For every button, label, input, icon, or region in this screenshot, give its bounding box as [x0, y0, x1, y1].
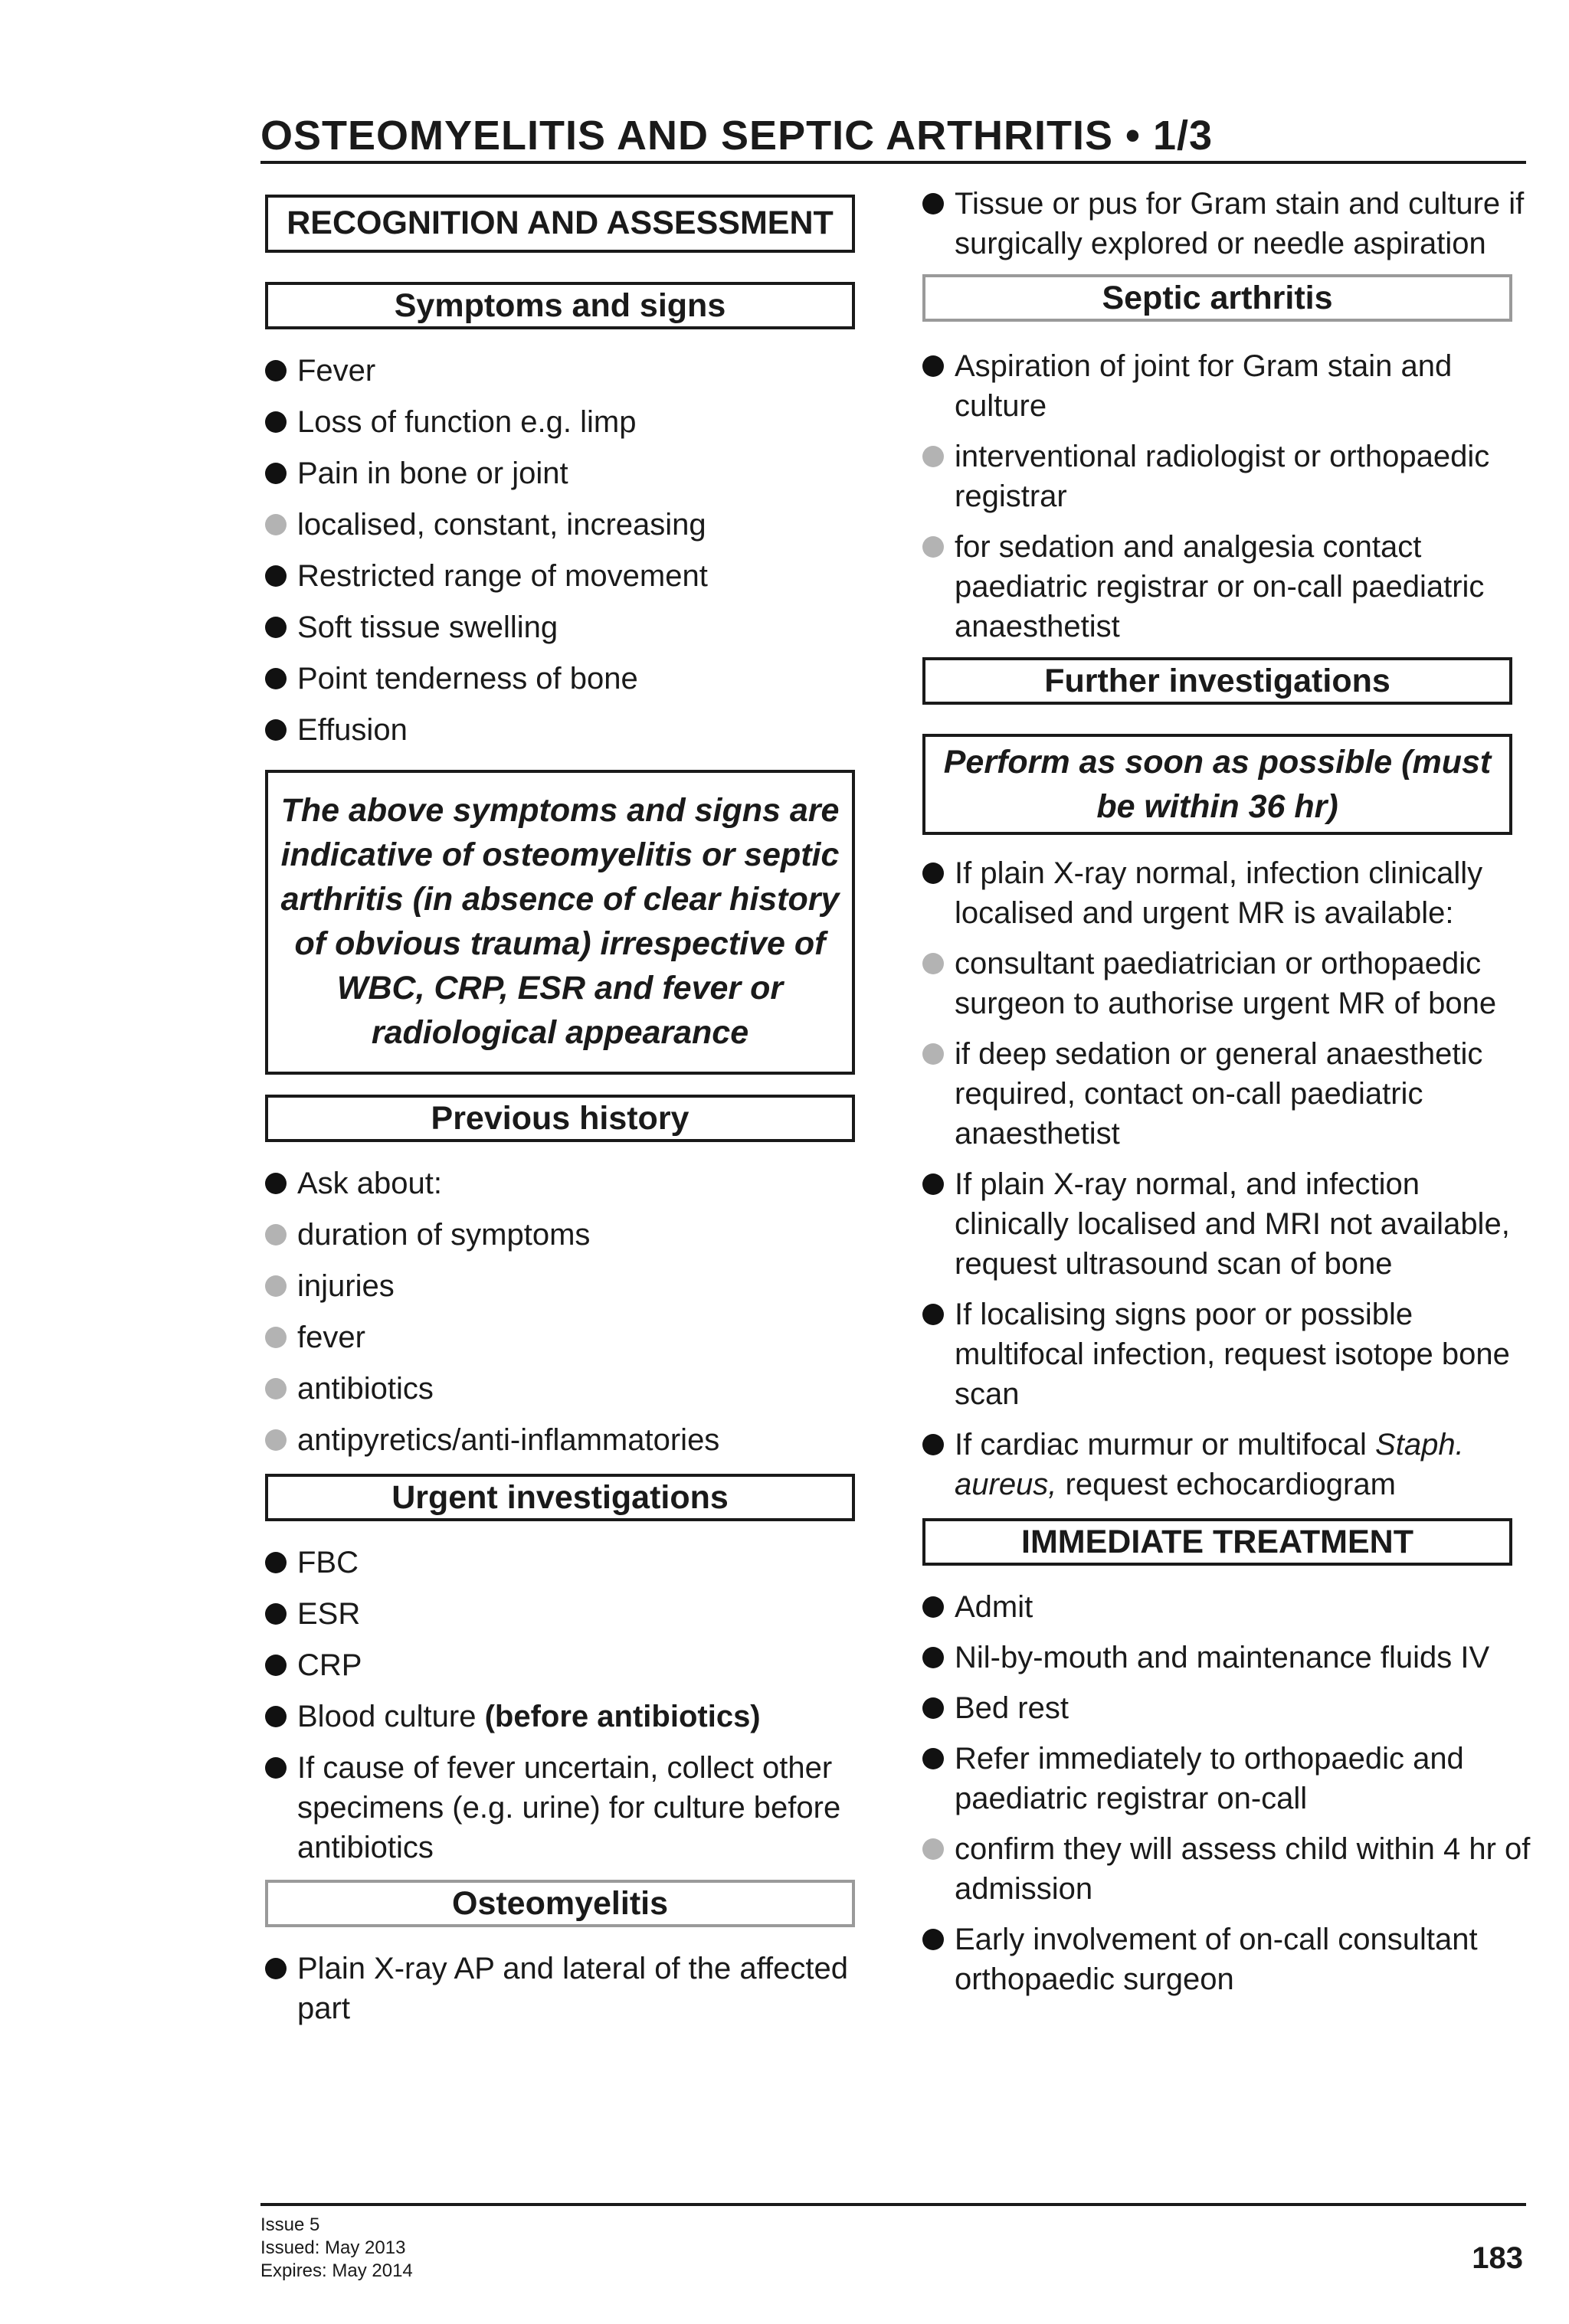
list-item: CRP [265, 1645, 870, 1685]
perform-heading: Perform as soon as possible (must be within 36 hr) [922, 734, 1512, 835]
footer-info [260, 2214, 413, 2283]
sub-list-item: fever [265, 1317, 870, 1357]
list-item: Early involvement of on-call consultant orthopaedic surgeon [922, 1920, 1535, 1999]
diagnosis-note: The above symptoms and signs are indicative of osteomyelitis or septic arthritis (in absence of clear history of obvious trauma) irrespective of WBC, CRP, ESR and fever or radiological appearance [265, 770, 855, 1075]
list-item: If cause of fever uncertain, collect other specimens (e.g. urine) for culture before antibiotics [265, 1748, 870, 1867]
list-item: Nil-by-mouth and maintenance fluids IV [922, 1638, 1535, 1678]
footer-rule [260, 2203, 1526, 2206]
sub-list-item: interventional radiologist or orthopaedic registrar [922, 437, 1535, 516]
history-list [265, 1164, 870, 1460]
page-title: OSTEOMYELITIS AND SEPTIC ARTHRITIS • 1/3 [260, 113, 1214, 159]
treatment-list [922, 1587, 1535, 1999]
list-item: Blood culture (before antibiotics) [265, 1697, 870, 1736]
list-item: If localising signs poor or possible multifocal infection, request isotope bone scan [922, 1295, 1535, 1414]
tissue-list [922, 184, 1535, 263]
further-heading: Further investigations [922, 657, 1512, 705]
septic-heading: Septic arthritis [922, 274, 1512, 322]
sub-list-item: consultant paediatrician or orthopaedic surgeon to authorise urgent MR of bone [922, 944, 1535, 1023]
expires-date: Expires: May 2014 [260, 2260, 413, 2281]
header-rule [260, 161, 1526, 164]
list-item: Restricted range of movement [265, 556, 870, 596]
list-item: Bed rest [922, 1688, 1535, 1728]
list-item: Aspiration of joint for Gram stain and culture [922, 346, 1535, 426]
septic-list [922, 346, 1535, 646]
right-column [922, 184, 1535, 2010]
symptoms-heading: Symptoms and signs [265, 282, 855, 329]
sub-list-item: injuries [265, 1266, 870, 1306]
list-item: Fever [265, 351, 870, 391]
list-item: Refer immediately to orthopaedic and paediatric registrar on-call [922, 1739, 1535, 1818]
osteomyelitis-heading: Osteomyelitis [265, 1880, 855, 1927]
list-item: FBC [265, 1543, 870, 1583]
left-column [265, 195, 870, 2040]
list-item: Effusion [265, 710, 870, 750]
list-item: ESR [265, 1594, 870, 1634]
symptoms-list [265, 351, 870, 750]
issue-label: Issue 5 [260, 2214, 320, 2235]
sub-list-item: antipyretics/anti-inflammatories [265, 1420, 870, 1460]
list-item: Tissue or pus for Gram stain and culture if surgically explored or needle aspiration [922, 184, 1535, 263]
osteomyelitis-list [265, 1949, 870, 2028]
sub-list-item: confirm they will assess child within 4 hr of admission [922, 1829, 1535, 1909]
list-item: If plain X-ray normal, and infection clinically localised and MRI not available, request ultrasound scan of bone [922, 1164, 1535, 1284]
history-heading: Previous history [265, 1095, 855, 1142]
list-item: Loss of function e.g. limp [265, 402, 870, 442]
list-item: Plain X-ray AP and lateral of the affected part [265, 1949, 870, 2028]
page-number: 183 [1472, 2241, 1523, 2275]
urgent-list [265, 1543, 870, 1867]
recognition-heading: RECOGNITION AND ASSESSMENT [265, 195, 855, 253]
list-item: Ask about: [265, 1164, 870, 1203]
treatment-heading: IMMEDIATE TREATMENT [922, 1518, 1512, 1566]
sub-list-item: antibiotics [265, 1369, 870, 1409]
list-item: Soft tissue swelling [265, 607, 870, 647]
list-item: If cardiac murmur or multifocal Staph. aureus, request echocardiogram [922, 1425, 1535, 1504]
list-item: If plain X-ray normal, infection clinically localised and urgent MR is available: [922, 853, 1535, 933]
list-item: Admit [922, 1587, 1535, 1627]
sub-list-item: localised, constant, increasing [265, 505, 870, 545]
further-list [922, 853, 1535, 1414]
sub-list-item: duration of symptoms [265, 1215, 870, 1255]
list-item: Pain in bone or joint [265, 453, 870, 493]
issued-date: Issued: May 2013 [260, 2237, 406, 2258]
cardiac-list [922, 1425, 1535, 1504]
sub-list-item: for sedation and analgesia contact paediatric registrar or on-call paediatric anaesthetist [922, 527, 1535, 646]
urgent-heading: Urgent investigations [265, 1474, 855, 1521]
list-item: Point tenderness of bone [265, 659, 870, 699]
sub-list-item: if deep sedation or general anaesthetic required, contact on-call paediatric anaesthetist [922, 1034, 1535, 1154]
